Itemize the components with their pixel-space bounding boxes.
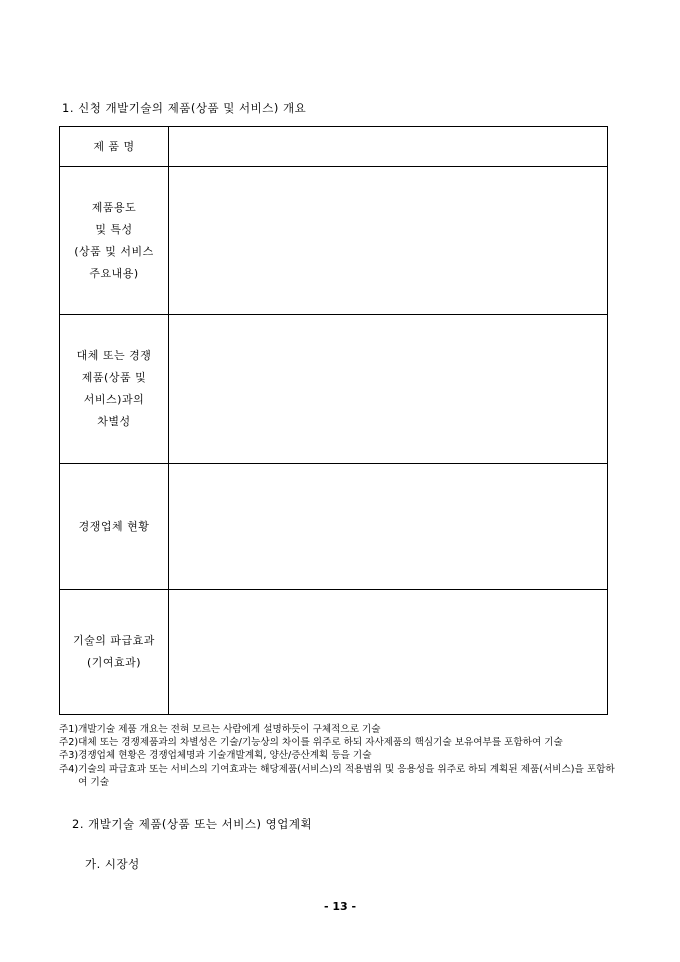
table-row-product-name bbox=[60, 127, 608, 167]
section-title: 1. 신청 개발기술의 제품(상품 및 서비스) 개요 bbox=[62, 101, 307, 115]
footnote-2: 주2) 대체 또는 경쟁제품과의 차별성은 기술/기능상의 차이를 위주로 하되 자사제품의 핵심기술 보유여부를 포함하여 기술 bbox=[59, 737, 563, 749]
item-title-marketability: 가. 시장성 bbox=[85, 857, 140, 871]
page-number: - 13 - bbox=[323, 900, 357, 913]
label-product-usage: 제품용도 및 특성 (상품 및 서비스 주요내용) bbox=[60, 167, 169, 315]
table-row-competitors bbox=[60, 464, 608, 590]
sub-section-title: 2. 개발기술 제품(상품 또는 서비스) 영업계획 bbox=[72, 817, 313, 831]
label-product-name: 제 품 명 bbox=[60, 127, 169, 167]
label-differentiation: 대체 또는 경쟁 제품(상품 및 서비스)과의 차별성 bbox=[60, 315, 169, 464]
footnote-1: 주1) 개발기술 제품 개요는 전혀 모르는 사람에게 설명하듯이 구체적으로 기술 bbox=[59, 724, 381, 735]
value-differentiation[interactable] bbox=[169, 315, 608, 464]
value-competitors[interactable] bbox=[169, 464, 608, 590]
footnote-4: 주4) 기술의 파급효과 또는 서비스의 기여효과는 해당제품(서비스)의 적용범위 및 응용성을 위주로 하되 계획된 제품(서비스)을 포함하여 기술 bbox=[59, 763, 615, 788]
value-ripple-effect[interactable] bbox=[169, 590, 608, 715]
footnote-3: 주3) 경쟁업체 현황은 경쟁업체명과 기술개발계획, 양산/증산계획 등을 기술 bbox=[59, 750, 372, 762]
footnotes bbox=[59, 723, 615, 789]
table-row-product-usage bbox=[60, 167, 608, 315]
table-row-ripple-effect bbox=[60, 590, 608, 715]
value-product-name[interactable] bbox=[169, 127, 608, 167]
table-row-differentiation bbox=[60, 315, 608, 464]
label-ripple-effect: 기술의 파급효과 (기여효과) bbox=[60, 590, 169, 715]
value-product-usage[interactable] bbox=[169, 167, 608, 315]
product-overview-table bbox=[59, 126, 608, 715]
label-competitors: 경쟁업체 현황 bbox=[60, 464, 169, 590]
